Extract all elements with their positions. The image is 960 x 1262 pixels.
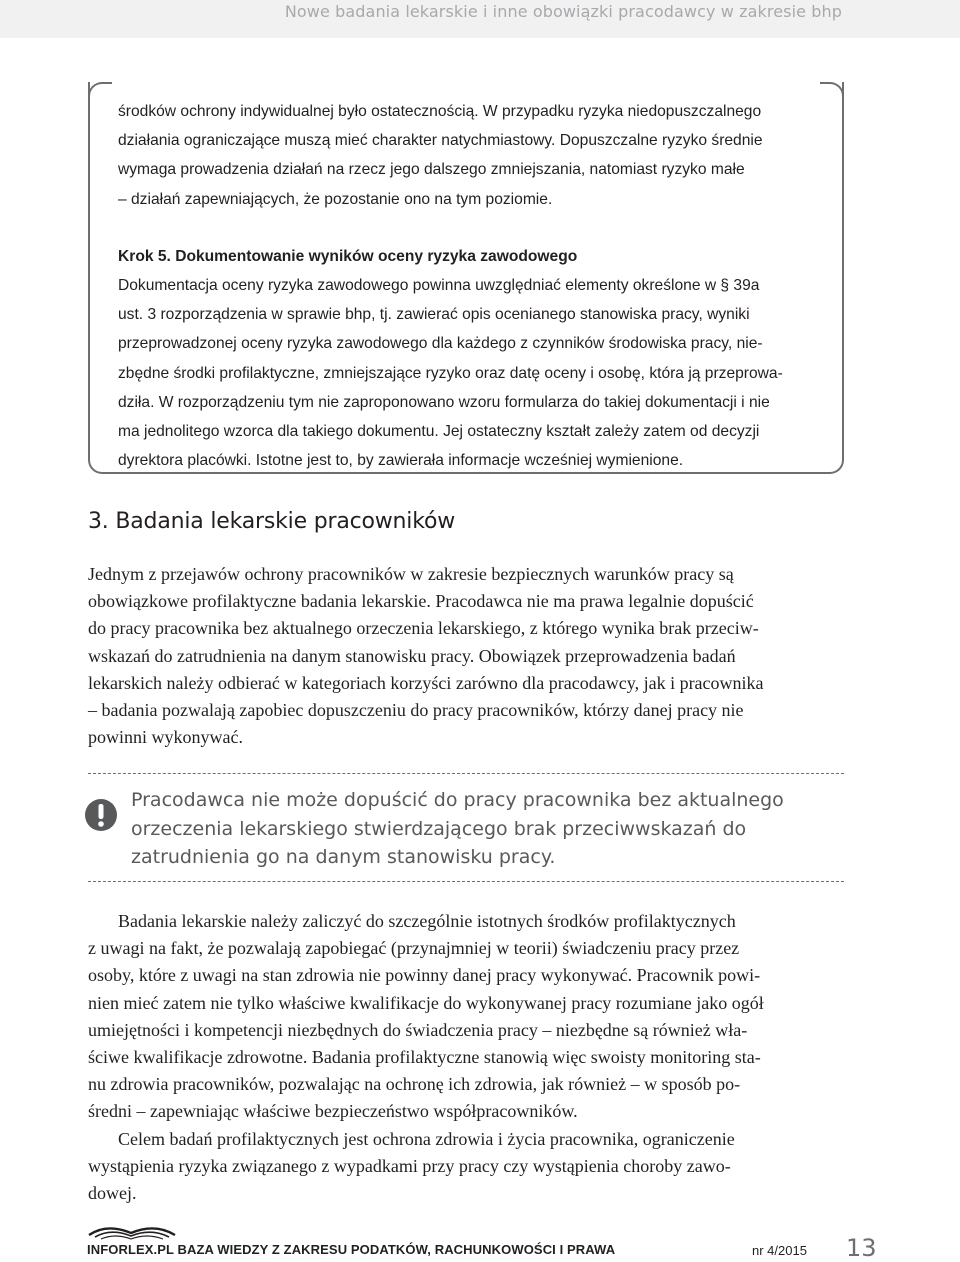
box-line: ust. 3 rozporządzenia w sprawie bhp, tj. zawierać opis ocenianego stanowiska pracy, wyniki xyxy=(118,306,750,324)
box-line: dyrektora placówki. Istotne jest to, by zawierała informacje wcześniej wymienione. xyxy=(118,452,684,470)
running-title: Nowe badania lekarskie i inne obowiązki pracodawcy w zakresie bhp xyxy=(284,2,842,21)
text-line: umiejętności i kompetencji niezbędnych do świadczenia pracy – niezbędne są również wła- xyxy=(88,1019,748,1040)
text-line: średni – zapewniając właściwe bezpieczeństwo współpracowników. xyxy=(88,1101,578,1122)
footer-brand: INFORLEX.PL xyxy=(87,1242,174,1257)
box-line: ma jednolitego wzorca dla takiego dokumentu. Jej ostateczny kształt zależy zatem od decyzji xyxy=(118,423,760,441)
running-header xyxy=(0,0,960,38)
text-line: wskazań do zatrudnienia na danym stanowisku pracy. Obowiązek przeprowadzenia badań xyxy=(88,645,736,666)
alert-line: zatrudnienia go na danym stanowisku pracy. xyxy=(131,846,556,868)
exclamation-icon xyxy=(84,798,118,832)
box-line: – działań zapewniających, że pozostanie ono na tym poziomie. xyxy=(118,190,553,208)
box-line: dziła. W rozporządzeniu tym nie zaproponowano wzoru formularza do takiej dokumentacji i nie xyxy=(118,393,770,411)
page-number: 13 xyxy=(846,1234,877,1262)
text-box-content xyxy=(118,97,816,475)
krok-heading: Krok 5. Dokumentowanie wyników oceny ryzyka zawodowego xyxy=(118,247,578,265)
text-line: ściwe kwalifikacje zdrowotne. Badania profilaktyczne stanowią więc swoisty monitoring sta- xyxy=(88,1047,761,1068)
box-line: działania ograniczające muszą mieć charakter natychmiastowy. Dopuszczalne ryzyko średnie xyxy=(118,132,763,150)
text-line: wystąpienia ryzyka związanego z wypadkami przy pracy czy wystąpienia choroby zawo- xyxy=(88,1155,731,1176)
text-line: osoby, które z uwagi na stan zdrowia nie powinny danej pracy wykonywać. Pracownik powi- xyxy=(88,965,761,986)
paragraph-1 xyxy=(88,561,844,751)
paragraph-2 xyxy=(88,908,844,1207)
footer-issue: nr 4/2015 xyxy=(752,1243,807,1258)
box-line: wymaga prowadzenia działań na rzecz jego dalszego zmniejszania, natomiast ryzyko małe xyxy=(118,161,745,179)
alert-line: Pracodawca nie może dopuścić do pracy pracownika bez aktualnego xyxy=(131,789,784,811)
section-heading: 3. Badania lekarskie pracowników xyxy=(88,509,456,534)
text-line: obowiązkowe profilaktyczne badania lekarskie. Pracodawca nie ma prawa legalnie dopuścić xyxy=(88,591,754,612)
alert-note xyxy=(131,786,841,872)
text-line: powinni wykonywać. xyxy=(88,727,243,748)
box-line: przeprowadzonej oceny ryzyka zawodowego dla każdego z czynników środowiska pracy, nie- xyxy=(118,335,763,353)
text-line: do pracy pracownika bez aktualnego orzeczenia lekarskiego, z którego wynika brak przeciw- xyxy=(88,618,759,639)
box-line: zbędne środki profilaktyczne, zmniejszające ryzyko oraz datę oceny i osobę, która ją przeprowa- xyxy=(118,364,783,382)
text-line: lekarskich należy odbierać w kategoriach korzyści zarówno dla pracodawcy, jak i pracownika xyxy=(88,672,764,693)
text-line: Celem badań profilaktycznych jest ochrona zdrowia i życia pracownika, ograniczenie xyxy=(118,1128,735,1149)
text-line: dowej. xyxy=(88,1183,137,1204)
box-line: środków ochrony indywidualnej było ostatecznością. W przypadku ryzyka niedopuszczalnego xyxy=(118,103,762,120)
text-line: nien mieć zatem nie tylko właściwe kwalifikacje do wykonywanej pracy rozumiane jako ogół xyxy=(88,992,764,1013)
footer-brand-line xyxy=(87,1242,615,1257)
alert-line: orzeczenia lekarskiego stwierdzającego brak przeciwwskazań do xyxy=(131,817,747,840)
box-line: Dokumentacja oceny ryzyka zawodowego powinna uwzględniać elementy określone w § 39a xyxy=(118,277,760,295)
text-line: nu zdrowia pracowników, pozwalając na ochronę ich zdrowia, jak również – w sposób po- xyxy=(88,1074,741,1095)
inforlex-logo-icon xyxy=(87,1221,177,1241)
text-line: – badania pozwalają zapobiec dopuszczeniu do pracy pracowników, którzy danej pracy nie xyxy=(88,700,744,721)
alert-divider-top xyxy=(88,773,844,775)
alert-divider-bottom xyxy=(88,881,844,883)
text-line: Jednym z przejawów ochrony pracowników w zakresie bezpiecznych warunków pracy są xyxy=(88,564,734,584)
footer-tagline: BAZA WIEDZY Z ZAKRESU PODATKÓW, RACHUNKOWOŚCI I PRAWA xyxy=(177,1242,616,1257)
text-line: z uwagi na fakt, że pozwalają zapobiegać (przynajmniej w teorii) świadczeniu pracy przez xyxy=(88,938,740,959)
text-line: Badania lekarskie należy zaliczyć do szczególnie istotnych środków profilaktycznych xyxy=(118,911,736,931)
